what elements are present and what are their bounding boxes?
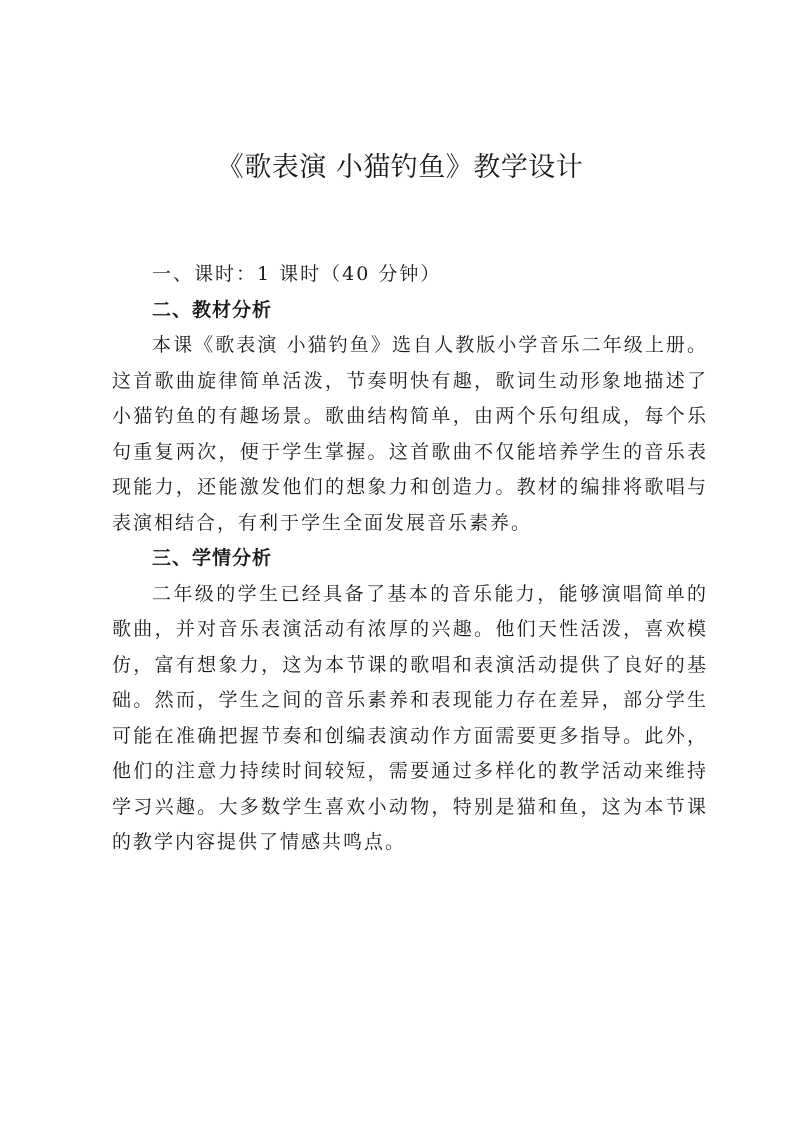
section-class-hours: 一、课时：1 课时（40 分钟）: [152, 263, 442, 285]
paragraph-line: 他们的注意力持续时间较短，需要通过多样化的教学活动来维持: [112, 760, 708, 782]
paragraph-line: 表演相结合，有利于学生全面发展音乐素养。: [112, 511, 533, 534]
paragraph-line: 本课《歌表演 小猫钓鱼》选自人教版小学音乐二年级上册。: [152, 334, 708, 356]
paragraph-line: 现能力，还能激发他们的想象力和创造力。教材的编排将歌唱与: [112, 476, 708, 498]
paragraph-line: 仿，富有想象力，这为本节课的歌唱和表演活动提供了良好的基: [112, 653, 708, 676]
paragraph-line: 句重复两次，便于学生掌握。这首歌曲不仅能培养学生的音乐表: [112, 440, 708, 463]
section-heading-textbook-analysis: 二、教材分析: [152, 298, 273, 321]
document-body: [112, 257, 708, 861]
paragraph-line: 这首歌曲旋律简单活泼，节奏明快有趣，歌词生动形象地描述了: [112, 369, 708, 392]
document-title: 《歌表演 小猫钓鱼》教学设计: [216, 152, 584, 183]
paragraph-line: 的教学内容提供了情感共鸣点。: [112, 831, 407, 853]
paragraph-line: 二年级的学生已经具备了基本的音乐能力，能够演唱简单的: [152, 582, 708, 605]
section-heading-student-analysis: 三、学情分析: [152, 547, 273, 569]
paragraph-line: 歌曲，并对音乐表演活动有浓厚的兴趣。他们天性活泼，喜欢模: [112, 618, 708, 640]
paragraph-line: 小猫钓鱼的有趣场景。歌曲结构简单，由两个乐句组成，每个乐: [112, 405, 708, 427]
paragraph-line: 可能在准确把握节奏和创编表演动作方面需要更多指导。此外，: [112, 724, 708, 747]
paragraph-line: 础。然而，学生之间的音乐素养和表现能力存在差异，部分学生: [112, 689, 708, 711]
paragraph-line: 学习兴趣。大多数学生喜欢小动物，特别是猫和鱼，这为本节课: [112, 795, 708, 818]
